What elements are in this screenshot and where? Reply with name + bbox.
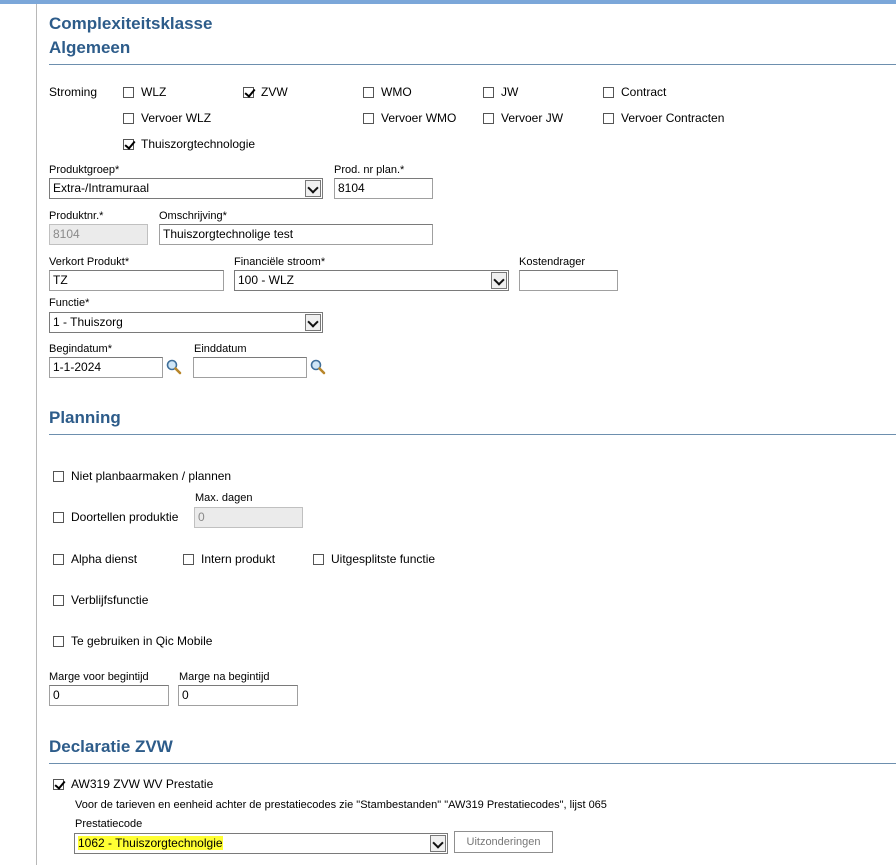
prestatiecode-select[interactable] xyxy=(74,833,448,854)
uitzonderingen-button[interactable]: Uitzonderingen xyxy=(454,831,553,853)
checkbox-thuiszorgtechnologie[interactable] xyxy=(123,139,134,150)
functie-value: 1 - Thuiszorg xyxy=(53,315,123,329)
checkbox-vervoer-wlz-label: Vervoer WLZ xyxy=(141,111,212,125)
checkbox-vervoer-jw-label: Vervoer JW xyxy=(501,111,564,125)
chevron-down-icon xyxy=(305,314,321,331)
financiele-stroom-value: 100 - WLZ xyxy=(238,273,295,287)
section-title-planning: Planning xyxy=(49,408,121,427)
chevron-down-icon xyxy=(305,180,321,197)
omschrijving-input[interactable]: Thuiszorgtechnolige test xyxy=(159,224,433,245)
checkbox-qic-mobile-label: Te gebruiken in Qic Mobile xyxy=(71,634,213,648)
checkbox-aw319-label: AW319 ZVW WV Prestatie xyxy=(71,777,214,791)
checkbox-contract[interactable] xyxy=(603,87,614,98)
einddatum-input[interactable] xyxy=(193,357,307,378)
top-accent-bar xyxy=(0,0,896,4)
checkbox-vervoer-wlz[interactable] xyxy=(123,113,134,124)
kostendrager-label: Kostendrager xyxy=(519,256,586,268)
checkbox-intern-produkt-label: Intern produkt xyxy=(201,552,276,566)
checkbox-zvw-label: ZVW xyxy=(261,85,288,99)
marge-na-input[interactable]: 0 xyxy=(178,685,298,706)
checkbox-alpha-dienst[interactable] xyxy=(53,554,64,565)
produktnr-label: Produktnr.* xyxy=(49,210,104,222)
section-divider xyxy=(49,763,896,764)
checkbox-uitgesplitste-functie[interactable] xyxy=(313,554,324,565)
section-title-declaratie: Declaratie ZVW xyxy=(49,737,173,756)
max-dagen-label: Max. dagen xyxy=(195,492,253,504)
begindatum-input[interactable]: 1-1-2024 xyxy=(49,357,163,378)
kostendrager-input[interactable] xyxy=(519,270,618,291)
checkbox-doortellen[interactable] xyxy=(53,512,64,523)
checkbox-doortellen-label: Doortellen produktie xyxy=(71,510,179,524)
omschrijving-label: Omschrijving* xyxy=(159,210,227,222)
marge-voor-input[interactable]: 0 xyxy=(49,685,169,706)
stroming-label: Stroming xyxy=(49,85,98,99)
produktgroep-label: Produktgroep* xyxy=(49,164,120,176)
produktnr-input: 8104 xyxy=(49,224,148,245)
checkbox-vervoer-jw[interactable] xyxy=(483,113,494,124)
section-divider xyxy=(49,434,896,435)
max-dagen-input: 0 xyxy=(194,507,303,528)
marge-voor-label: Marge voor begintijd xyxy=(49,671,149,683)
functie-label: Functie* xyxy=(49,297,90,309)
checkbox-wlz[interactable] xyxy=(123,87,134,98)
checkbox-alpha-dienst-label: Alpha dienst xyxy=(71,552,138,566)
magnifier-icon[interactable] xyxy=(165,358,183,376)
checkbox-jw-label: JW xyxy=(501,85,519,99)
checkbox-wlz-label: WLZ xyxy=(141,85,167,99)
section-divider xyxy=(49,64,896,65)
functie-select[interactable] xyxy=(49,312,323,333)
checkbox-uitgesplitste-functie-label: Uitgesplitste functie xyxy=(331,552,436,566)
chevron-down-icon xyxy=(491,272,507,289)
checkbox-contract-label: Contract xyxy=(621,85,667,99)
checkbox-vervoer-wmo[interactable] xyxy=(363,113,374,124)
prestatiecode-label: Prestatiecode xyxy=(75,818,143,830)
checkbox-verblijfsfunctie-label: Verblijfsfunctie xyxy=(71,593,149,607)
checkbox-vervoer-contracten[interactable] xyxy=(603,113,614,124)
left-divider xyxy=(36,4,37,865)
produktgroep-select[interactable] xyxy=(49,178,323,199)
magnifier-icon[interactable] xyxy=(309,358,327,376)
checkbox-wmo-label: WMO xyxy=(381,85,412,99)
checkbox-niet-planbaar[interactable] xyxy=(53,471,64,482)
verkort-produkt-label: Verkort Produkt* xyxy=(49,256,130,268)
checkbox-jw[interactable] xyxy=(483,87,494,98)
begindatum-label: Begindatum* xyxy=(49,343,112,355)
prodnr-plan-input[interactable]: 8104 xyxy=(334,178,433,199)
checkbox-vervoer-wmo-label: Vervoer WMO xyxy=(381,111,457,125)
section-title-algemeen: Algemeen xyxy=(49,38,131,57)
checkbox-intern-produkt[interactable] xyxy=(183,554,194,565)
checkbox-verblijfsfunctie[interactable] xyxy=(53,595,64,606)
prodnr-plan-label: Prod. nr plan.* xyxy=(334,164,405,176)
checkbox-vervoer-contracten-label: Vervoer Contracten xyxy=(621,111,725,125)
page-title: Complexiteitsklasse xyxy=(49,14,213,33)
checkbox-qic-mobile[interactable] xyxy=(53,636,64,647)
marge-na-label: Marge na begintijd xyxy=(179,671,270,683)
prestatiecode-note: Voor de tarieven en eenheid achter de prestatiecodes zie "Stambestanden" "AW319 Prestatiecodes", lijst 065 xyxy=(75,799,607,811)
financiele-stroom-label: Financiële stroom* xyxy=(234,256,326,268)
checkbox-aw319[interactable] xyxy=(53,779,64,790)
checkbox-wmo[interactable] xyxy=(363,87,374,98)
einddatum-label: Einddatum xyxy=(194,343,247,355)
checkbox-zvw[interactable] xyxy=(243,87,254,98)
chevron-down-icon xyxy=(430,835,446,852)
verkort-produkt-input[interactable]: TZ xyxy=(49,270,224,291)
financiele-stroom-select[interactable] xyxy=(234,270,509,291)
prestatiecode-value: 1062 - Thuiszorgtechnolgie xyxy=(78,836,223,850)
produktgroep-value: Extra-/Intramuraal xyxy=(53,181,150,195)
checkbox-thuiszorgtechnologie-label: Thuiszorgtechnologie xyxy=(141,137,256,151)
checkbox-niet-planbaar-label: Niet planbaarmaken / plannen xyxy=(71,469,232,483)
